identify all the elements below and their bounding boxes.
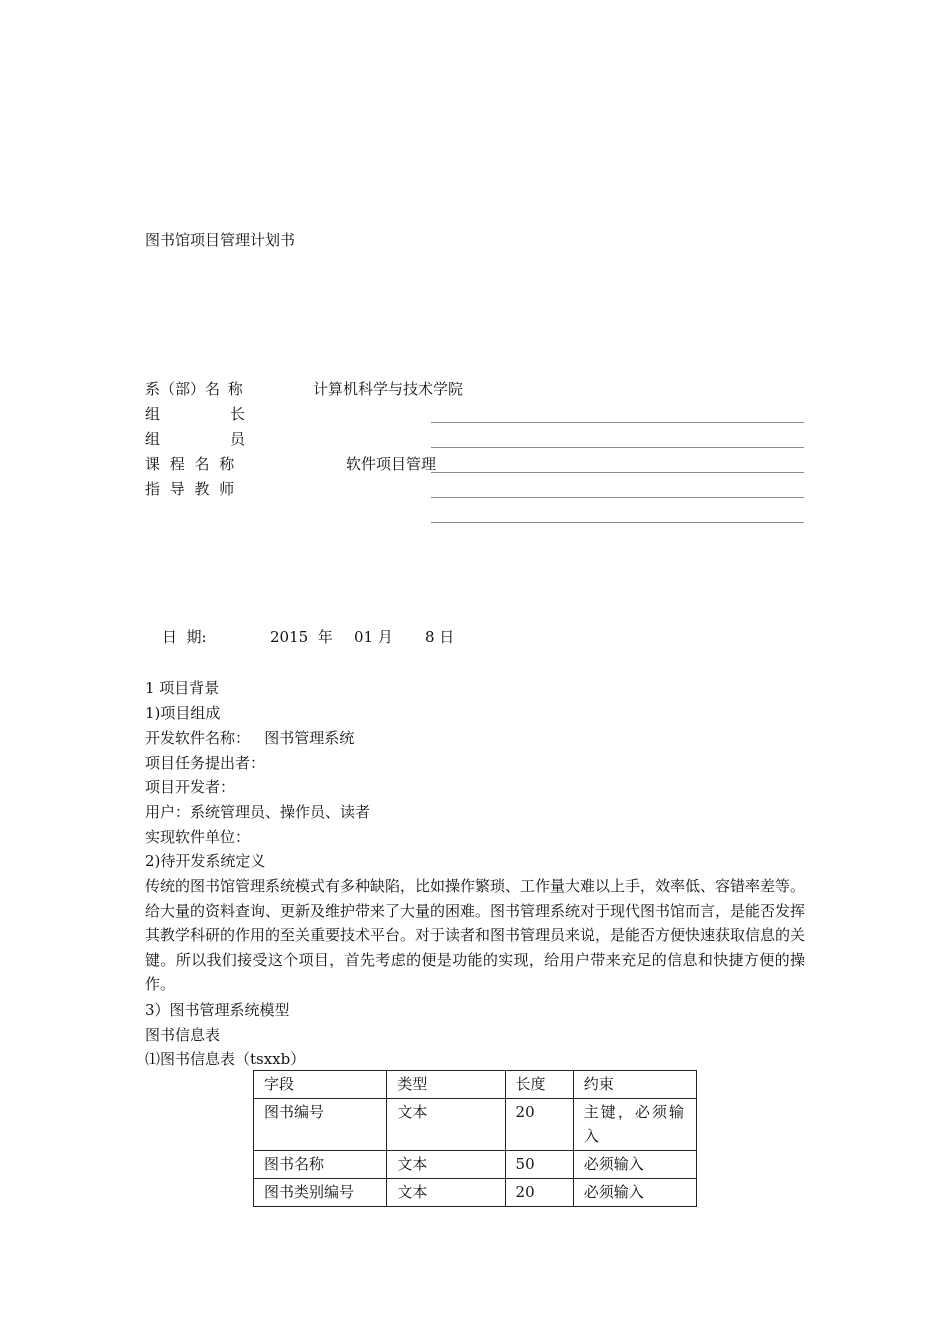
developer-line: 项目开发者： (145, 778, 236, 796)
table-cell: 主键，必须输入 (573, 1099, 696, 1151)
course-value: 软件项目管理 (346, 455, 437, 473)
table-cell: 图书编号 (254, 1099, 387, 1151)
table-header-cell: 字段 (254, 1071, 387, 1099)
dept-value: 计算机科学与技术学院 (313, 380, 464, 398)
table-cell: 文本 (387, 1099, 505, 1151)
leader-label-second: 长 (230, 405, 246, 423)
section-heading: 1 项目背景 (145, 679, 220, 697)
date-label: 日 期: (162, 628, 207, 646)
cover-underline (431, 422, 804, 423)
member-label-second: 员 (230, 430, 246, 448)
document-title: 图书馆项目管理计划书 (145, 231, 296, 249)
cover-underline (431, 522, 804, 523)
table-cell: 必须输入 (573, 1179, 696, 1207)
subsection-heading: 2)待开发系统定义 (145, 852, 266, 870)
course-label: 课 程 名 称 (145, 455, 235, 473)
cover-underline (431, 497, 804, 498)
leader-label-first: 组 (145, 405, 161, 423)
cover-underline (431, 472, 804, 473)
software-name-line: 开发软件名称： 图书管理系统 (145, 729, 355, 747)
date-month: 01 月 (354, 628, 393, 646)
task-proposer-line: 项目任务提出者： (145, 754, 266, 772)
table-header-cell: 长度 (505, 1071, 573, 1099)
dept-label: 系（部）名 称 (145, 380, 243, 398)
book-info-table (253, 1070, 697, 1207)
teacher-label: 指 导 教 师 (145, 480, 235, 498)
table-cell: 图书名称 (254, 1151, 387, 1179)
table-group-label: 图书信息表 (145, 1026, 221, 1044)
table-cell: 文本 (387, 1179, 505, 1207)
users-line: 用户：系统管理员、操作员、读者 (145, 803, 371, 821)
table-header-cell: 约束 (573, 1071, 696, 1099)
table-caption: ⑴图书信息表（tsxxb） (145, 1050, 306, 1068)
date-year: 2015 年 (270, 628, 333, 646)
table-row (254, 1099, 697, 1151)
subsection-heading: 1)项目组成 (145, 704, 221, 722)
definition-paragraph: 传统的图书馆管理系统模式有多种缺陷，比如操作繁琐、工作量大难以上手，效率低、容错率差等。给大量的资料查询、更新及维护带来了大量的困难。图书管理系统对于现代图书馆而言，是能否发挥其教学科研的作用的至关重要技术平台。对于读者和图书管理员来说，是能否方便快速获取信息的关键。所以我们接受这个项目，首先考虑的便是功能的实现，给用户带来充足的信息和快捷方便的操作。 (145, 877, 806, 993)
table-header-cell: 类型 (387, 1071, 505, 1099)
table-cell: 文本 (387, 1151, 505, 1179)
table-cell: 必须输入 (573, 1151, 696, 1179)
unit-line: 实现软件单位： (145, 828, 251, 846)
table-row (254, 1179, 697, 1207)
table-cell: 20 (505, 1099, 573, 1151)
date-day: 8 日 (425, 628, 455, 646)
table-cell: 50 (505, 1151, 573, 1179)
table-cell: 20 (505, 1179, 573, 1207)
table-cell: 图书类别编号 (254, 1179, 387, 1207)
table-row (254, 1151, 697, 1179)
member-label-first: 组 (145, 430, 161, 448)
table-header-row (254, 1071, 697, 1099)
cover-underline (431, 447, 804, 448)
subsection-heading: 3）图书管理系统模型 (145, 1001, 290, 1019)
